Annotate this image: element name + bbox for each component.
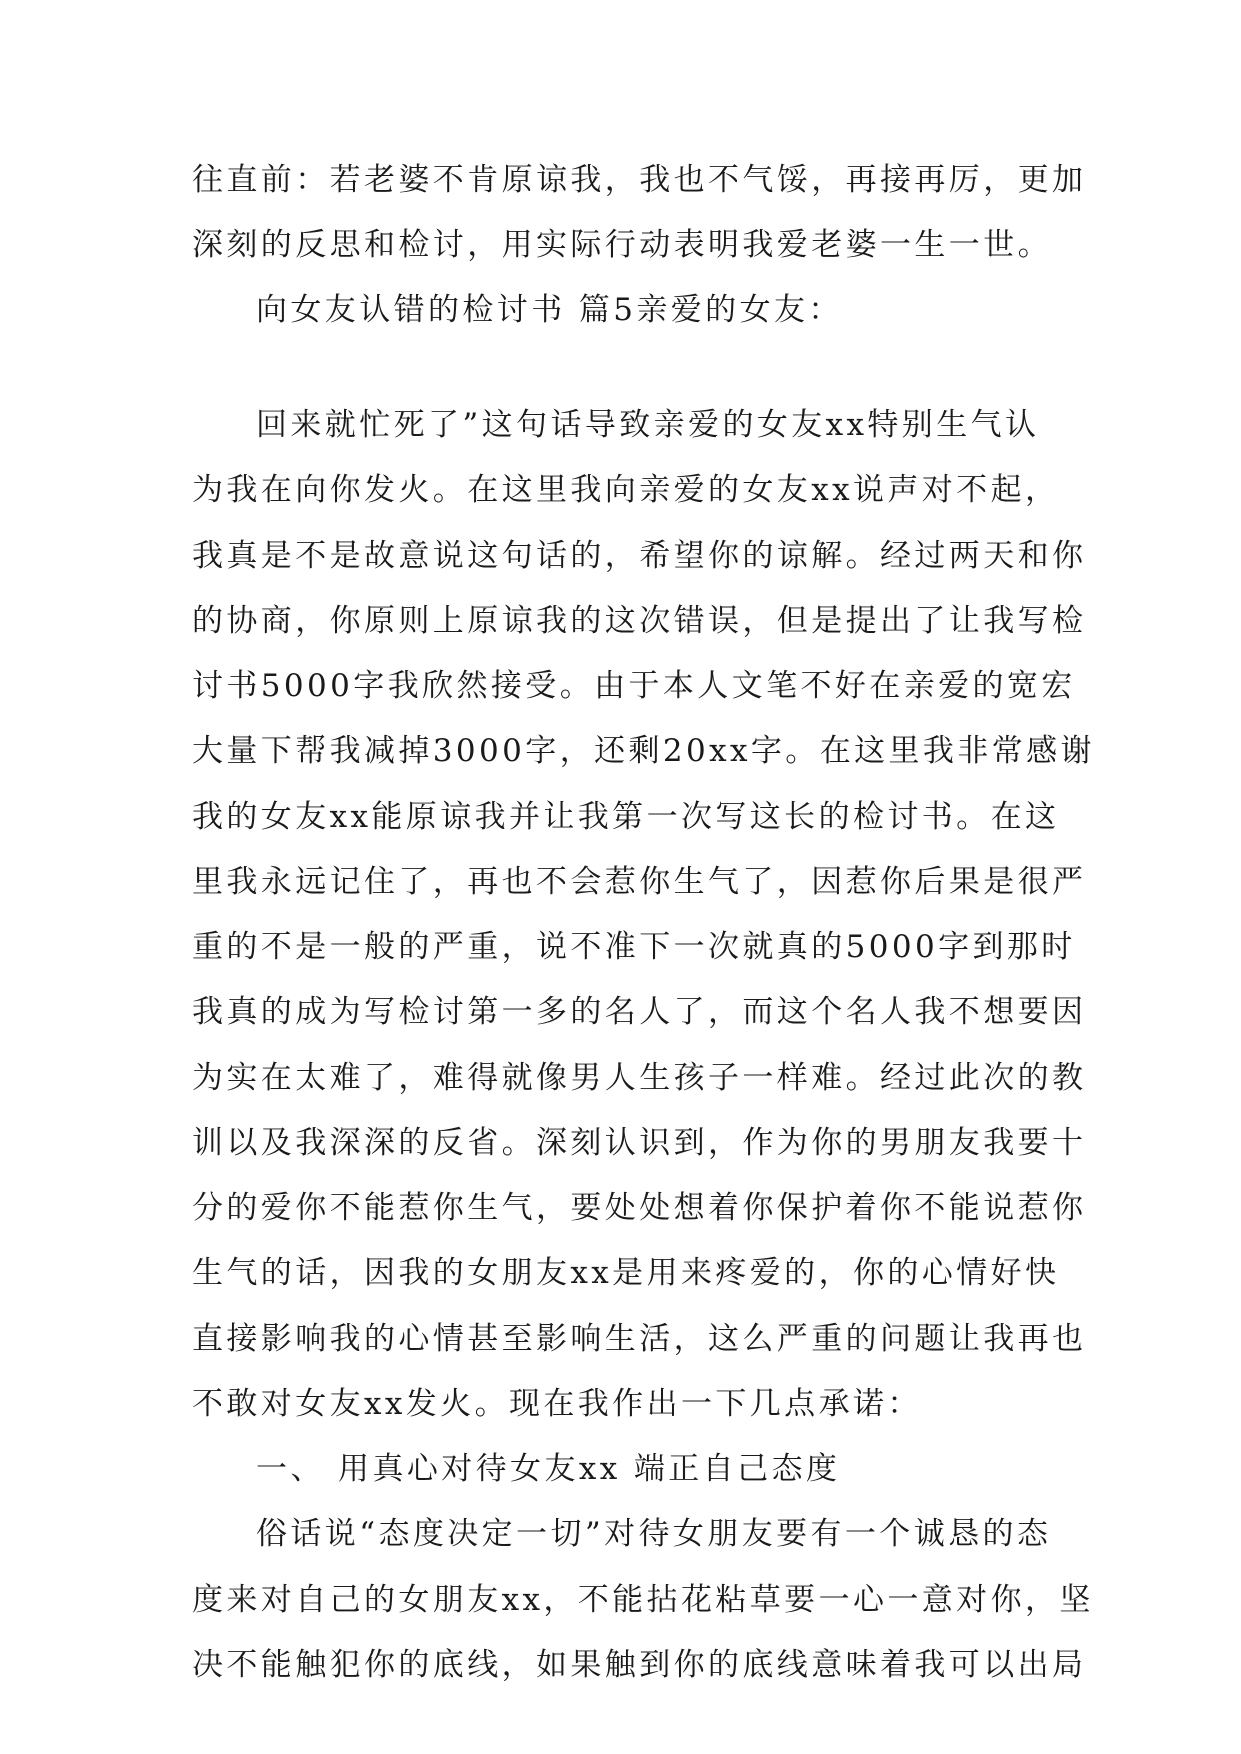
paragraph-line: 重的不是一般的严重，说不准下一次就真的5000字到那时 <box>192 929 1076 965</box>
paragraph-line: 深刻的反思和检讨，用实际行动表明我爱老婆一生一世。 <box>192 227 1052 263</box>
paragraph-line: 的协商，你原则上原谅我的这次错误，但是提出了让我写检 <box>192 603 1087 639</box>
paragraph-line: 生气的话，因我的女朋友xx是用来疼爱的，你的心情好快 <box>192 1255 1060 1291</box>
paragraph-line: 往直前：若老婆不肯原谅我，我也不气馁，再接再厉，更加 <box>192 162 1087 198</box>
paragraph-line: 我真是不是故意说这句话的，希望你的谅解。经过两天和你 <box>192 538 1087 574</box>
paragraph-line: 训以及我深深的反省。深刻认识到，作为你的男朋友我要十 <box>192 1125 1087 1161</box>
paragraph-line: 直接影响我的心情甚至影响生活，这么严重的问题让我再也 <box>192 1321 1087 1357</box>
paragraph-line: 度来对自己的女朋友xx，不能拈花粘草要一心一意对你，坚 <box>192 1582 1094 1618</box>
paragraph-line: 大量下帮我减掉3000字，还剩20xx字。在这里我非常感谢 <box>192 733 1095 769</box>
paragraph-line: 我的女友xx能原谅我并让我第一次写这长的检讨书。在这 <box>192 799 1060 835</box>
paragraph-line: 回来就忙死了”这句话导致亲爱的女友xx特别生气认 <box>256 407 1040 443</box>
paragraph-line: 不敢对女友xx发火。现在我作出一下几点承诺： <box>192 1386 922 1422</box>
paragraph-line: 俗话说“态度决定一切”对待女朋友要有一个诚恳的态 <box>256 1516 1052 1552</box>
paragraph-line: 我真的成为写检讨第一多的名人了，而这个名人我不想要因 <box>192 994 1087 1030</box>
section-heading: 向女友认错的检讨书 篇5亲爱的女友： <box>256 292 843 328</box>
paragraph-line: 讨书5000字我欣然接受。由于本人文笔不好在亲爱的宽宏 <box>192 668 1076 704</box>
list-item-heading: 一、 用真心对待女友xx 端正自己态度 <box>256 1451 841 1487</box>
paragraph-line: 决不能触犯你的底线，如果触到你的底线意味着我可以出局 <box>192 1647 1087 1683</box>
paragraph-line: 为实在太难了，难得就像男人生孩子一样难。经过此次的教 <box>192 1060 1087 1096</box>
paragraph-line: 为我在向你发火。在这里我向亲爱的女友xx说声对不起， <box>192 472 1060 508</box>
paragraph-line: 里我永远记住了，再也不会惹你生气了，因惹你后果是很严 <box>192 864 1087 900</box>
paragraph-line: 分的爱你不能惹你生气，要处处想着你保护着你不能说惹你 <box>192 1190 1087 1226</box>
